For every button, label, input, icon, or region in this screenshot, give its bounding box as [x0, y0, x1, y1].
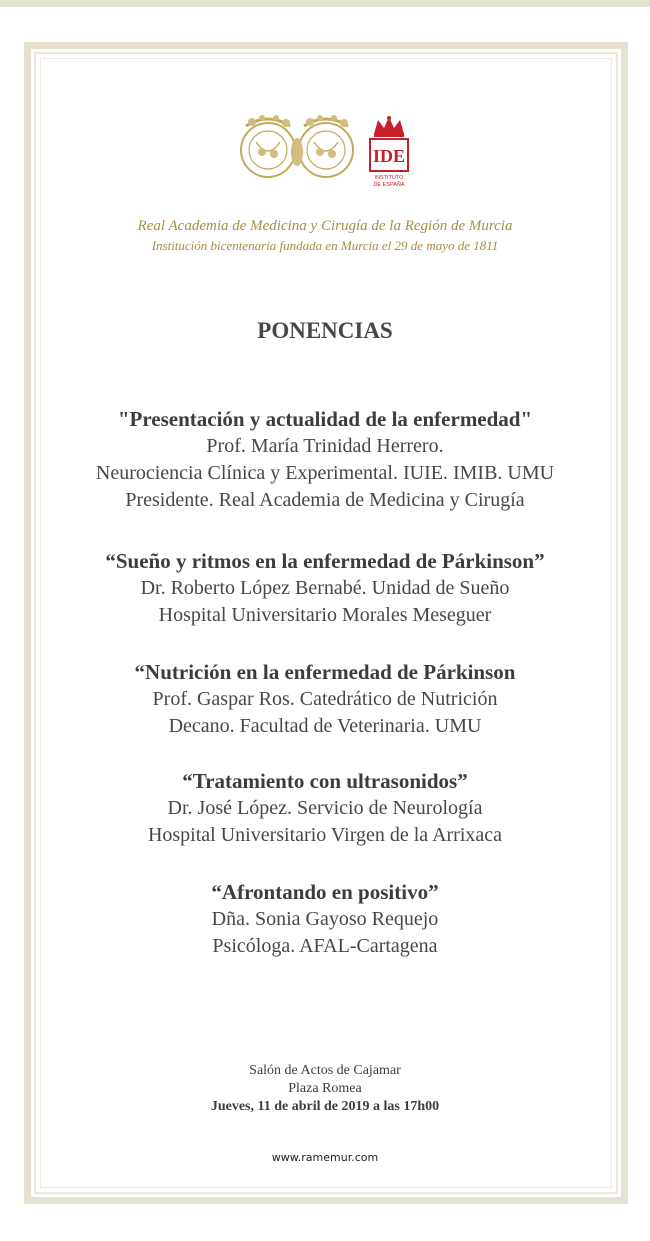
talk-title: “Afrontando en positivo”	[211, 880, 439, 904]
website-link[interactable]: www.ramemur.com	[271, 1151, 379, 1164]
talk-affiliation: Neurociencia Clínica y Experimental. IUIE. IMIB. UMU	[95, 462, 555, 484]
logo-monogram: IDE	[372, 146, 406, 166]
talk-affiliation: Hospital Universitario Virgen de la Arrixaca	[147, 824, 503, 846]
talk-affiliation: Decano. Facultad de Veterinaria. UMU	[168, 715, 482, 737]
talk-title: “Tratamiento con ultrasonidos”	[182, 769, 468, 793]
talk-affiliation: Psicóloga. AFAL-Cartagena	[212, 935, 438, 957]
logo-caption-line-2: DE ESPAÑA	[373, 182, 405, 188]
talk-affiliation: Hospital Universitario Morales Meseguer	[158, 604, 492, 626]
page-title: PONENCIAS	[257, 318, 393, 343]
talk-affiliation: Presidente. Real Academia de Medicina y Cirugía	[125, 489, 525, 511]
instituto-de-espana-logo	[366, 114, 412, 190]
talk-speaker: Dr. Roberto López Bernabé. Unidad de Sueño	[140, 577, 510, 599]
venue-address: Plaza Romea	[288, 1081, 362, 1096]
talk-3	[0, 659, 650, 740]
talk-4	[0, 768, 650, 849]
talk-2	[0, 548, 650, 629]
talk-title: "Presentación y actualidad de la enfermedad"	[117, 407, 533, 431]
academy-name: Real Academia de Medicina y Cirugía de la Región de Murcia	[137, 218, 513, 234]
talk-title: “Nutrición en la enfermedad de Párkinson	[134, 660, 516, 684]
talk-speaker: Dña. Sonia Gayoso Requejo	[211, 908, 439, 930]
event-date: Jueves, 11 de abril de 2019 a las 17h00	[210, 1099, 440, 1114]
venue-info	[0, 1062, 650, 1116]
talk-speaker: Prof. Gaspar Ros. Catedrático de Nutrición	[152, 688, 498, 710]
talk-speaker: Dr. José López. Servicio de Neurología	[167, 797, 483, 819]
academy-subtitle: Institución bicentenaria fundada en Murcia el 29 de mayo de 1811	[151, 238, 499, 253]
top-strip	[0, 0, 650, 7]
talk-speaker: Prof. María Trinidad Herrero.	[206, 435, 444, 457]
venue-place: Salón de Actos de Cajamar	[249, 1063, 401, 1078]
academy-crest-icon	[232, 112, 362, 184]
talk-title: “Sueño y ritmos en la enfermedad de Párkinson”	[105, 549, 545, 573]
talk-5	[0, 879, 650, 960]
logo-caption-line-1: INSTITUTO	[374, 175, 404, 181]
talk-1	[0, 406, 650, 514]
